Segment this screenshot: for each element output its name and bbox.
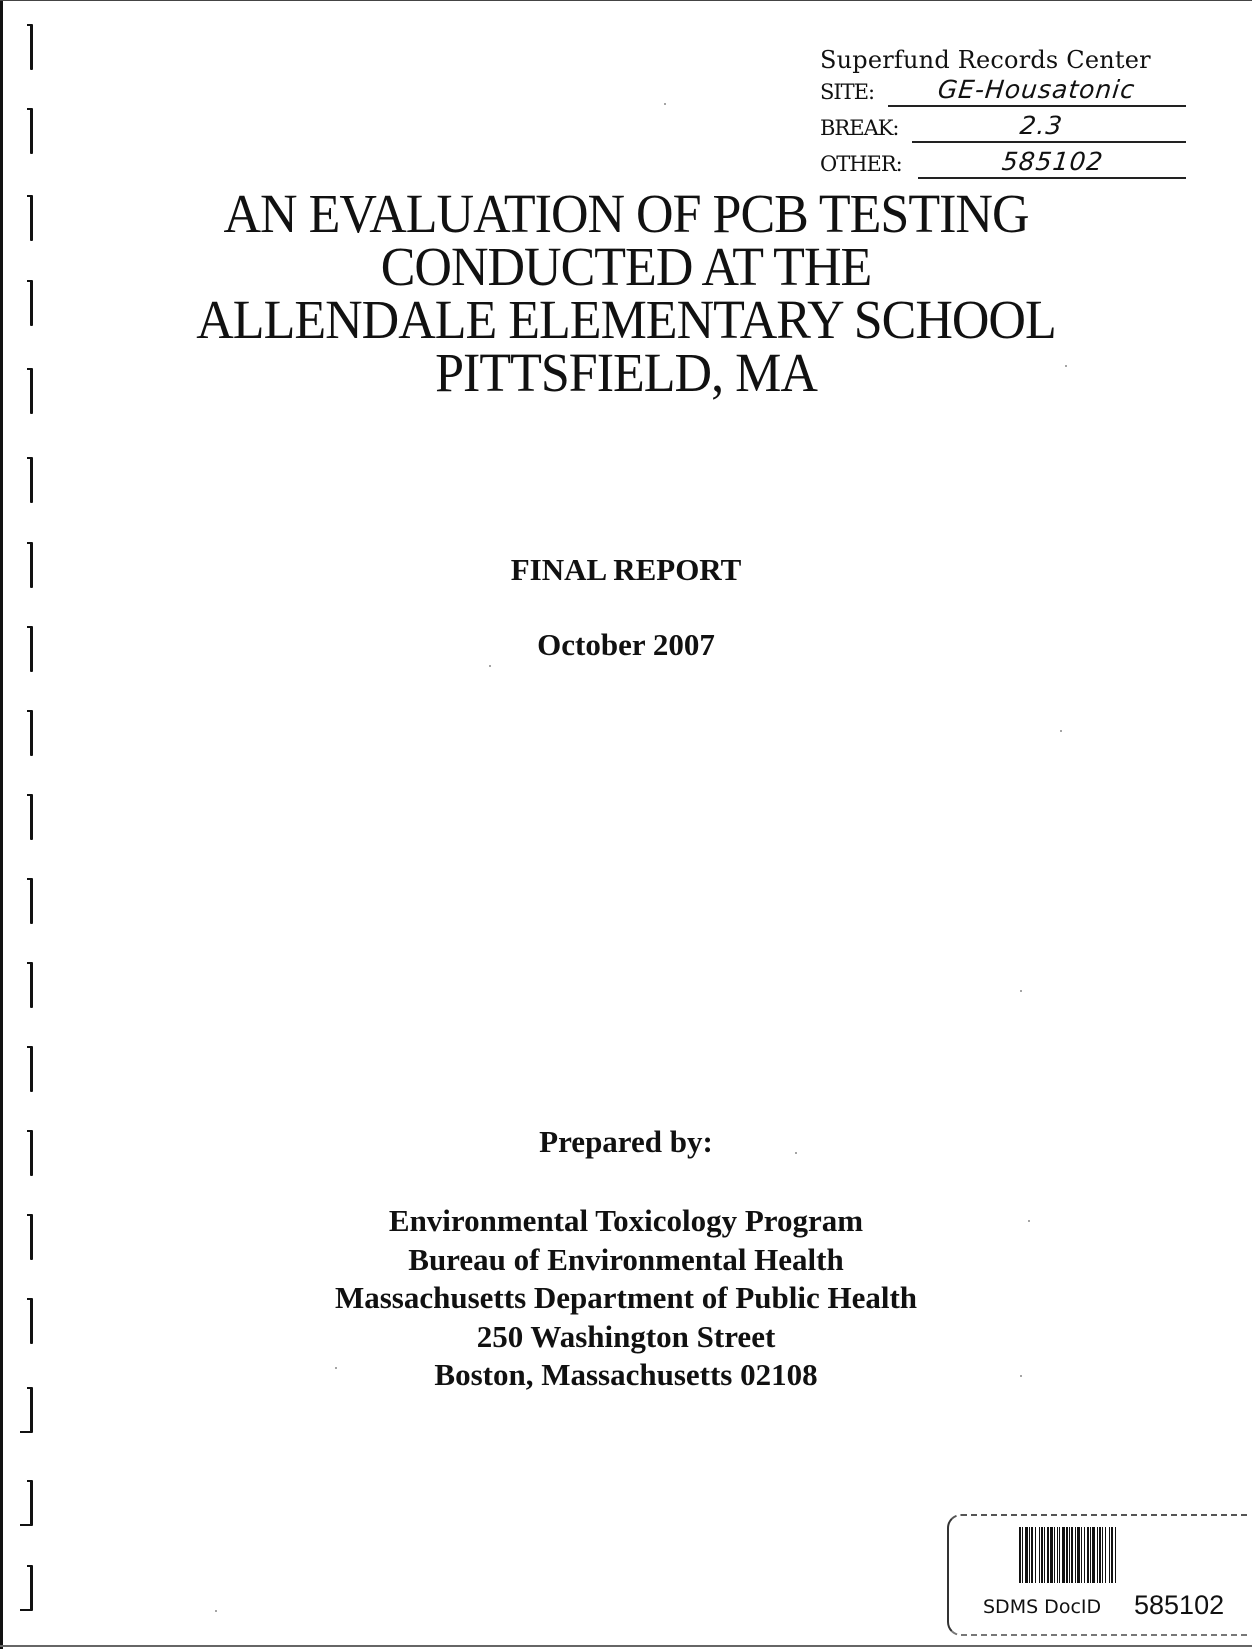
- title-line-2: CONDUCTED AT THE: [380, 237, 872, 298]
- title-line-3: ALLENDALE ELEMENTARY SCHOOL: [196, 290, 1056, 351]
- stamp-value-other: 585102: [1000, 147, 1105, 176]
- scan-speck: [795, 1152, 797, 1154]
- report-type: FINAL REPORT: [510, 552, 742, 587]
- docid-label: SDMS DocID: [983, 1596, 1102, 1618]
- sdms-barcode-label: [947, 1514, 1249, 1636]
- stamp-row-other: [820, 146, 1190, 182]
- address-line-city: Boston, Massachusetts 02108: [434, 1357, 818, 1392]
- scan-speck: [1020, 1375, 1022, 1377]
- prepared-by-heading: Prepared by:: [539, 1124, 713, 1159]
- stamp-row-site: [820, 74, 1190, 110]
- address-line-program: Environmental Toxicology Program: [388, 1203, 864, 1238]
- binding-mark: [30, 794, 33, 840]
- address-line-bureau: Bureau of Environmental Health: [408, 1241, 844, 1277]
- binding-mark: [30, 24, 33, 70]
- title-line-4: PITTSFIELD, MA: [435, 343, 817, 404]
- binding-mark: [30, 108, 33, 154]
- scan-speck: [215, 1610, 217, 1612]
- stamp-label-break: BREAK:: [820, 116, 899, 140]
- document-title: [0, 184, 1252, 404]
- stamp-title: Superfund Records Center: [820, 46, 1151, 74]
- stamp-label-site: SITE:: [820, 80, 875, 104]
- docid-number: 585102: [1134, 1590, 1225, 1620]
- scan-edge-top: [0, 0, 1252, 1]
- stamp-value-site: GE-Housatonic: [936, 75, 1137, 104]
- scan-speck: [335, 1367, 337, 1369]
- binding-mark: [30, 710, 33, 756]
- scan-speck: [664, 103, 666, 105]
- binding-mark: [30, 1046, 33, 1092]
- stamp-value-break: 2.3: [1018, 111, 1065, 140]
- address-line-department: Massachusetts Department of Public Health: [334, 1280, 918, 1315]
- binding-mark: [30, 1565, 33, 1611]
- binding-mark: [30, 457, 33, 503]
- scan-speck: [1028, 1220, 1030, 1222]
- scan-speck: [1020, 990, 1022, 992]
- stamp-row-break: [820, 110, 1190, 146]
- superfund-records-stamp: [820, 46, 1190, 182]
- scan-edge-bottom: [0, 1645, 1252, 1647]
- preparer-address: [0, 1202, 1252, 1395]
- address-line-street: 250 Washington Street: [476, 1318, 776, 1354]
- scan-speck: [1060, 730, 1062, 732]
- stamp-underline: [918, 177, 1186, 179]
- stamp-underline: [888, 105, 1186, 107]
- scan-speck: [489, 665, 491, 667]
- binding-mark: [30, 962, 33, 1008]
- binding-mark: [30, 878, 33, 924]
- report-date: October 2007: [537, 627, 715, 662]
- stamp-label-other: OTHER:: [820, 152, 902, 176]
- title-line-1: AN EVALUATION OF PCB TESTING: [223, 184, 1029, 245]
- stamp-underline: [912, 141, 1186, 143]
- barcode-icon: [1019, 1527, 1173, 1583]
- binding-mark: [30, 1480, 33, 1526]
- scan-speck: [1065, 365, 1067, 367]
